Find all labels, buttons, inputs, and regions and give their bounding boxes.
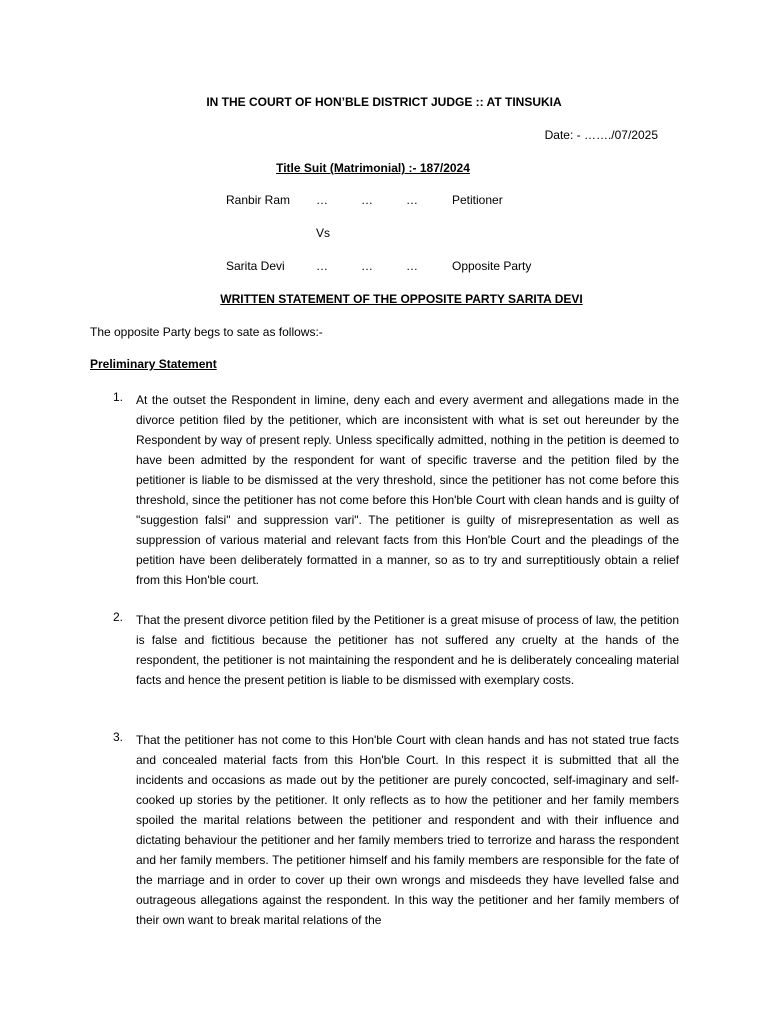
dots-1: … — [316, 259, 328, 273]
intro-line: The opposite Party begs to sate as follows:- — [90, 325, 323, 339]
written-statement-title: WRITTEN STATEMENT OF THE OPPOSITE PARTY SARITA DEVI — [220, 292, 583, 306]
opposite-party-name: Sarita Devi — [226, 259, 285, 273]
paragraph-number: 1. — [113, 390, 124, 404]
dots-3: … — [406, 259, 418, 273]
court-heading: IN THE COURT OF HON’BLE DISTRICT JUDGE :: AT TINSUKIA — [206, 95, 562, 109]
petitioner-role: Petitioner — [452, 193, 503, 207]
dots-2: … — [361, 259, 373, 273]
suit-title: Title Suit (Matrimonial) :- 187/2024 — [276, 161, 470, 175]
section-heading: Preliminary Statement — [90, 357, 217, 371]
petitioner-name: Ranbir Ram — [226, 193, 291, 207]
dots-3: … — [406, 193, 418, 207]
paragraph-text: At the outset the Respondent in limine, deny each and every averment and allegations made in the divorce petition filed by the petitioner, which are inconsistent with what is set out hereunder by the Respondent by way of present reply. Unless specifically admitted, nothing in the petition is deemed to have been admitted by the respondent for want of specific traverse and the petition filed by the petitioner is liable to be dismissed at the very threshold, since the petitioner has not come before this threshold, since the petitioner has not come before this Hon'ble Court with clean hands and is guilty of "suggestion falsi" and suppression vari". The petitioner is guilty of misrepresentation as well as suppression of various material and relevant facts from this Hon'ble Court and the pleadings of the petition have been deliberately formatted in a manner, so as to try and surreptitiously obtain a relief from this Hon'ble court. — [136, 393, 679, 587]
paragraph-text: That the present divorce petition filed by the Petitioner is a great misuse of process of law, the petition is false and fictitious because the petitioner has not suffered any cruelty at the hands of the respondent, the petitioner is not maintaining the respondent and he is deliberately concealing material facts and hence the present petition is liable to be dismissed with exemplary costs. — [136, 613, 679, 687]
date-line: Date: - ……./07/2025 — [544, 128, 658, 142]
opposite-party-role: Opposite Party — [452, 259, 532, 273]
dots-2: … — [361, 193, 373, 207]
versus-label: Vs — [316, 226, 331, 240]
dots-1: … — [316, 193, 328, 207]
paragraph-number: 3. — [113, 730, 124, 744]
paragraph-text: That the petitioner has not come to this Hon'ble Court with clean hands and has not stated true facts and concealed material facts from this Hon'ble Court. In this respect it is submitted that all the incidents and occasions as made out by the petitioner are purely concocted, self-imaginary and self-cooked up stories by the petitioner. It only reflects as to how the petitioner and her family members spoiled the marital relations between the petitioner and respondent and with their influence and dictating behaviour the petitioner and her family members tried to terrorize and harass the respondent and her family members. The petitioner himself and his family members are responsible for the fate of the marriage and in order to cover up their own wrongs and misdeeds they have levelled false and outrageous allegations against the respondent. In this way the petitioner and her family members of their own want to break marital relations of the — [136, 733, 679, 927]
paragraph-number: 2. — [113, 610, 124, 624]
